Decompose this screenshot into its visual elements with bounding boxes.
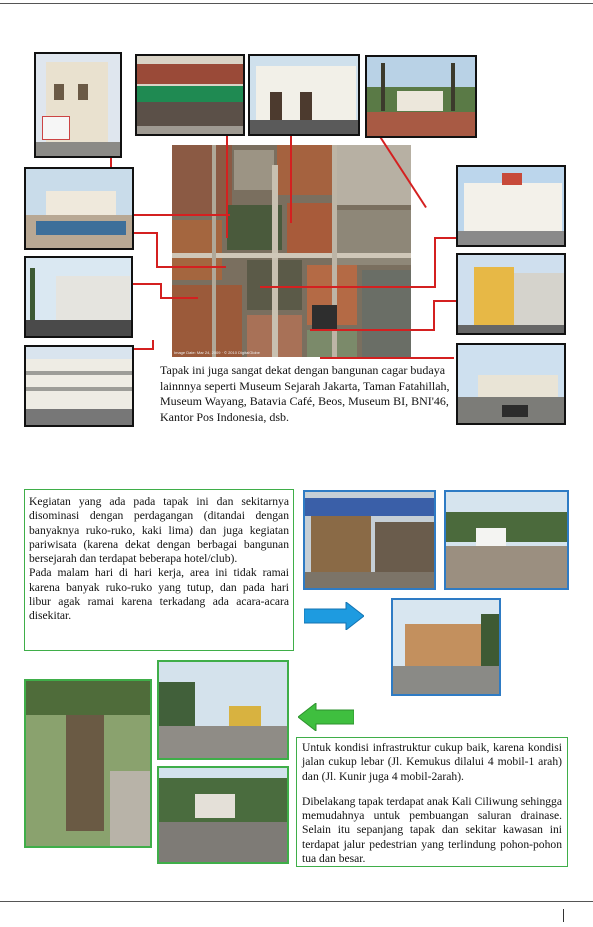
left-arrow-icon — [298, 703, 354, 731]
connector-line — [433, 300, 435, 330]
infrastructure-textbox — [296, 737, 568, 867]
photo-road-cars — [157, 766, 289, 864]
connector-line — [132, 283, 162, 285]
photo-shophouse-street — [391, 598, 501, 696]
caption-text: Tapak ini juga sangat dekat dengan bangunan cagar budaya lainnnya seperti Museum Sejarah Jakarta, Taman Fatahillah, Museum Wayang, Batavia Café, Beos, Museum BI, BNI'46, Kantor Pos Indonesia, dsb. — [160, 363, 450, 424]
page-number-divider — [563, 909, 564, 922]
photo-shop-awning — [135, 54, 245, 136]
photo-street-vendors — [303, 490, 436, 590]
connector-line — [156, 232, 158, 267]
photo-colonial-row — [24, 345, 134, 427]
photo-taman-fatahillah — [24, 167, 134, 250]
connector-line — [160, 283, 162, 298]
activity-paragraph-1: Kegiatan yang ada pada tapak ini dan sekitarnya disominasi dengan perdagangan (ditandai dengan banyaknya ruko-ruko, kaki lima) dan juga kegiatan pariwisata (karena dekat dengan berbagai bangunan bersejarah dan terdapat beberapa hotel/club). — [29, 495, 289, 566]
right-arrow-icon — [304, 602, 364, 630]
photo-white-building — [248, 54, 360, 136]
connector-line — [132, 348, 154, 350]
connector-line — [156, 266, 226, 268]
photo-bank-building — [24, 256, 133, 338]
heritage-caption — [160, 363, 452, 425]
photo-road-trucks — [157, 660, 289, 760]
photo-big-tree — [24, 679, 152, 848]
connector-line — [436, 237, 456, 239]
photo-palm-square — [365, 55, 477, 138]
infra-paragraph-1: Untuk kondisi infrastruktur cukup baik, karena kondisi jalan cukup lebar (Jl. Kemukus dilalui 4 mobil-1 arah) dan (Jl. Kunir juga 4 mobil-2arah). — [302, 741, 562, 783]
top-rule — [0, 3, 593, 4]
activity-paragraph-2: Pada malam hari di hari kerja, area ini tidak ramai karena banyak ruko-ruko yang tutup, dan pada hari libur agak ramai karena terkadang ada acara-acara disekitar. — [29, 566, 289, 623]
map-imprint: Image Date: Mar 24, 2009 · © 2010 DigitalGlobe — [174, 350, 260, 355]
connector-line — [434, 237, 436, 287]
connector-line — [310, 329, 435, 331]
activity-textbox — [24, 489, 294, 651]
connector-line — [290, 128, 292, 223]
photo-bni46 — [456, 253, 566, 335]
photo-beos-station — [456, 343, 566, 425]
footer-rule — [0, 901, 593, 902]
connector-line — [160, 297, 198, 299]
connector-line — [260, 286, 436, 288]
connector-line — [435, 300, 457, 302]
connector-line — [152, 340, 154, 350]
connector-line — [320, 357, 454, 359]
connector-line — [226, 128, 228, 238]
photo-museum-facade — [34, 52, 122, 158]
photo-museum-bi — [456, 165, 566, 247]
photo-plaza-tents — [444, 490, 569, 590]
infra-paragraph-2: Dibelakang tapak terdapat anak Kali Ciliwung sehingga memudahnya untuk pembuangan saluran drainase. Selain itu sepanjang tapak dan sekitar kawasan ini terdapat jalur pedestrian yang terlindung pohon-pohon tua dan besar. — [302, 794, 562, 866]
